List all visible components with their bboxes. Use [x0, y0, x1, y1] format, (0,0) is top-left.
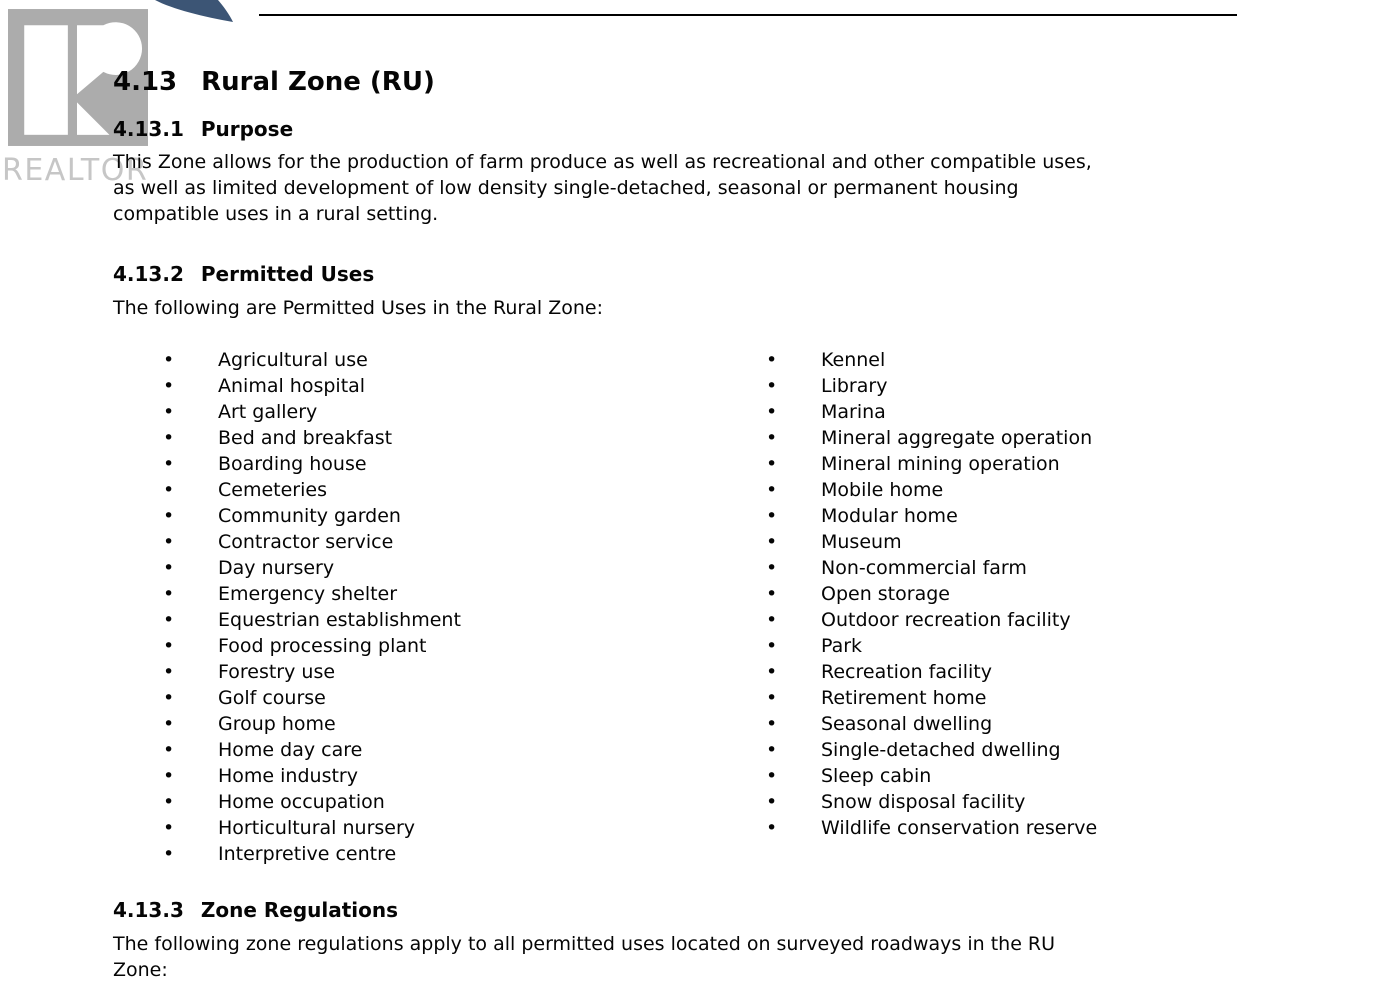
list-item: • Agricultural use — [113, 347, 716, 373]
list-item: • Interpretive centre — [113, 841, 716, 867]
permitted-uses-heading — [113, 261, 1237, 287]
list-item: • Emergency shelter — [113, 581, 716, 607]
list-item: • Marina — [716, 399, 1237, 425]
list-item: • Snow disposal facility — [716, 789, 1237, 815]
list-item: • Art gallery — [113, 399, 716, 425]
list-item: • Single-detached dwelling — [716, 737, 1237, 763]
paragraph-line: as well as limited development of low density single-detached, seasonal or permanent housing — [113, 177, 1019, 199]
list-item: • Bed and breakfast — [113, 425, 716, 451]
list-item: • Cemeteries — [113, 477, 716, 503]
section-number: 4.13 — [113, 67, 178, 97]
permitted-uses-columns — [113, 347, 1237, 867]
list-item: • Food processing plant — [113, 633, 716, 659]
list-item: • Non-commercial farm — [716, 555, 1237, 581]
paragraph-line: The following zone regulations apply to all permitted uses located on surveyed roadways in the RU — [113, 933, 1056, 955]
list-item: • Modular home — [716, 503, 1237, 529]
list-item: • Community garden — [113, 503, 716, 529]
list-item: • Seasonal dwelling — [716, 711, 1237, 737]
list-item: • Mobile home — [716, 477, 1237, 503]
zone-regulations-heading — [113, 897, 1237, 923]
list-item: • Sleep cabin — [716, 763, 1237, 789]
purpose-number: 4.13.1 — [113, 117, 184, 141]
permitted-uses-number: 4.13.2 — [113, 262, 184, 286]
use-list-2 — [716, 347, 1237, 841]
realtor-watermark-text: REALTOR — [2, 153, 149, 188]
section-heading — [113, 66, 1237, 98]
list-item: • Mineral aggregate operation — [716, 425, 1237, 451]
purpose-paragraph — [113, 149, 1237, 227]
use-list-1 — [113, 347, 716, 867]
purpose-title: Purpose — [200, 117, 294, 141]
zone-regulations-number: 4.13.3 — [113, 898, 184, 922]
list-item: • Horticultural nursery — [113, 815, 716, 841]
list-item: • Wildlife conservation reserve — [716, 815, 1237, 841]
section-title: Rural Zone (RU) — [201, 67, 435, 97]
zone-regulations-paragraph — [113, 931, 1237, 983]
list-item: • Open storage — [716, 581, 1237, 607]
swoosh-icon — [154, 0, 236, 28]
list-item: • Recreation facility — [716, 659, 1237, 685]
list-item: • Day nursery — [113, 555, 716, 581]
list-item: • Museum — [716, 529, 1237, 555]
list-item: • Group home — [113, 711, 716, 737]
permitted-uses-title: Permitted Uses — [200, 262, 375, 286]
list-item: • Mineral mining operation — [716, 451, 1237, 477]
list-item: • Library — [716, 373, 1237, 399]
list-item: • Animal hospital — [113, 373, 716, 399]
list-item: • Retirement home — [716, 685, 1237, 711]
list-item: • Boarding house — [113, 451, 716, 477]
paragraph-line: compatible uses in a rural setting. — [113, 203, 439, 225]
zone-regulations-title: Zone Regulations — [200, 898, 399, 922]
list-item: • Home occupation — [113, 789, 716, 815]
list-item: • Equestrian establishment — [113, 607, 716, 633]
list-item: • Home day care — [113, 737, 716, 763]
permitted-uses-intro: The following are Permitted Uses in the Rural Zone: — [113, 297, 603, 319]
paragraph-line: This Zone allows for the production of farm produce as well as recreational and other compatible uses, — [113, 151, 1092, 173]
document-page — [113, 0, 1237, 983]
purpose-heading — [113, 116, 1237, 142]
list-item: • Park — [716, 633, 1237, 659]
list-item: • Kennel — [716, 347, 1237, 373]
list-item: • Home industry — [113, 763, 716, 789]
permitted-uses-column-2 — [716, 347, 1237, 867]
list-item: • Forestry use — [113, 659, 716, 685]
permitted-uses-column-1 — [113, 347, 716, 867]
list-item: • Outdoor recreation facility — [716, 607, 1237, 633]
list-item: • Golf course — [113, 685, 716, 711]
list-item: • Contractor service — [113, 529, 716, 555]
paragraph-line: Zone: — [113, 959, 168, 981]
